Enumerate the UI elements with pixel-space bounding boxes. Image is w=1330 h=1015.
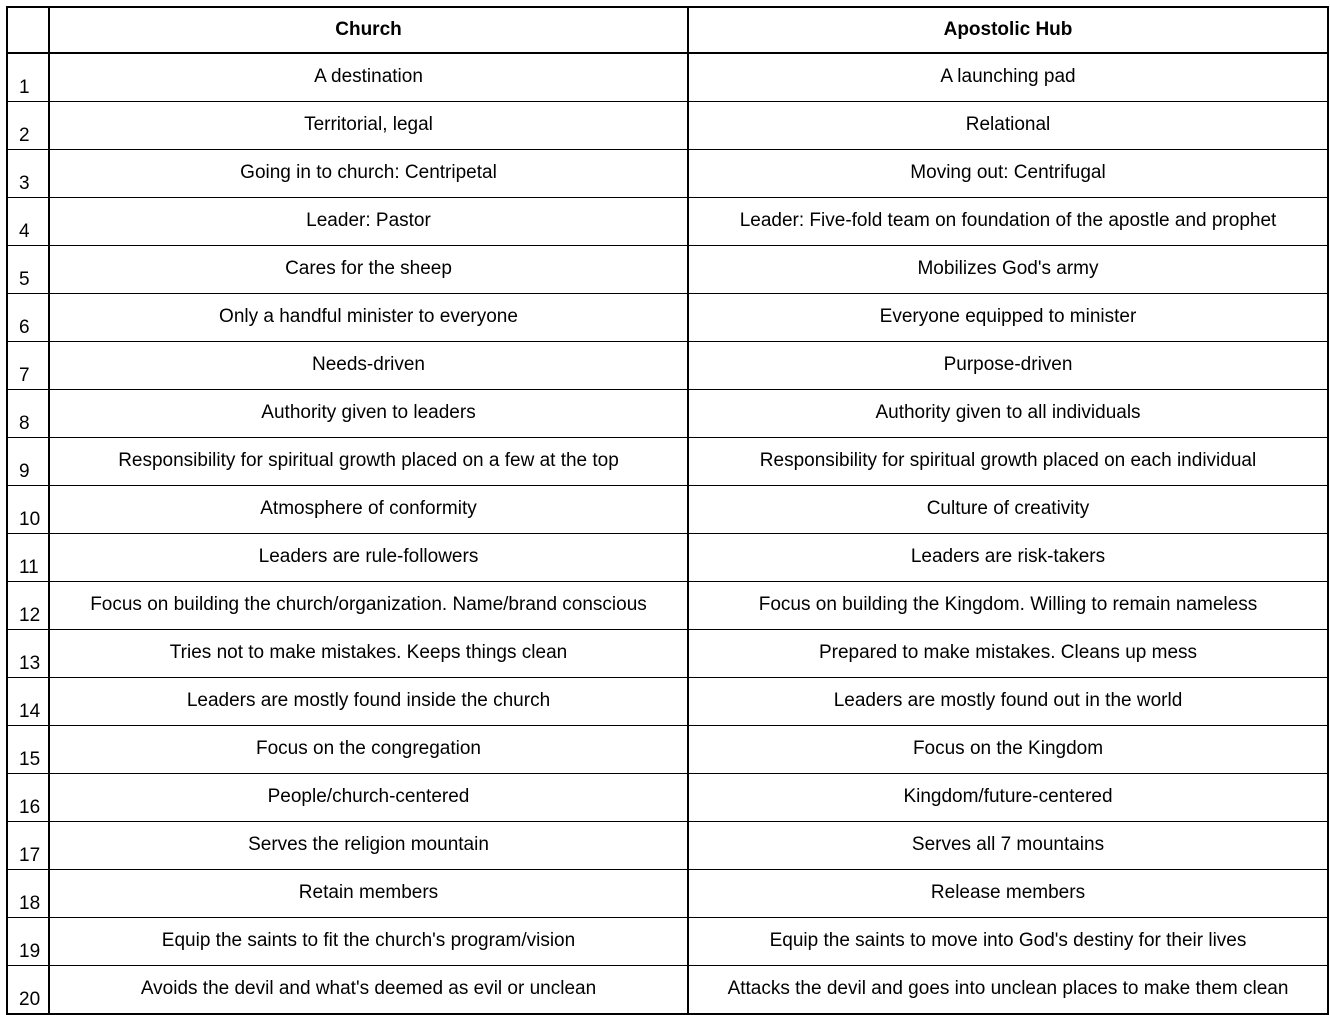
apostolic-hub-cell: Relational: [688, 102, 1328, 150]
table-row: [7, 486, 1328, 534]
row-number: 16: [7, 774, 49, 822]
church-cell: Leaders are rule-followers: [49, 534, 688, 582]
church-cell: A destination: [49, 53, 688, 102]
church-cell: Leaders are mostly found inside the church: [49, 678, 688, 726]
apostolic-hub-cell: Mobilizes God's army: [688, 246, 1328, 294]
row-number: 7: [7, 342, 49, 390]
apostolic-hub-cell: Release members: [688, 870, 1328, 918]
apostolic-hub-cell: Leaders are risk-takers: [688, 534, 1328, 582]
apostolic-hub-cell: Responsibility for spiritual growth placed on each individual: [688, 438, 1328, 486]
apostolic-hub-cell: Everyone equipped to minister: [688, 294, 1328, 342]
church-cell: Avoids the devil and what's deemed as evil or unclean: [49, 966, 688, 1015]
table-row: [7, 198, 1328, 246]
table-body: [7, 53, 1328, 1014]
table-row: [7, 630, 1328, 678]
church-cell: Responsibility for spiritual growth placed on a few at the top: [49, 438, 688, 486]
header-church: Church: [49, 7, 688, 53]
table-row: [7, 342, 1328, 390]
row-number: 20: [7, 966, 49, 1015]
apostolic-hub-cell: Serves all 7 mountains: [688, 822, 1328, 870]
table-row: [7, 53, 1328, 102]
header-row: [7, 7, 1328, 53]
table-row: [7, 390, 1328, 438]
table-row: [7, 102, 1328, 150]
apostolic-hub-cell: Leaders are mostly found out in the world: [688, 678, 1328, 726]
table-row: [7, 582, 1328, 630]
church-cell: Authority given to leaders: [49, 390, 688, 438]
table-row: [7, 150, 1328, 198]
church-cell: Equip the saints to fit the church's program/vision: [49, 918, 688, 966]
row-number: 19: [7, 918, 49, 966]
apostolic-hub-cell: Purpose-driven: [688, 342, 1328, 390]
row-number: 12: [7, 582, 49, 630]
row-number: 13: [7, 630, 49, 678]
apostolic-hub-cell: Leader: Five-fold team on foundation of the apostle and prophet: [688, 198, 1328, 246]
row-number: 1: [7, 53, 49, 102]
church-cell: Focus on the congregation: [49, 726, 688, 774]
row-number: 6: [7, 294, 49, 342]
table-row: [7, 966, 1328, 1015]
table-row: [7, 918, 1328, 966]
table-row: [7, 294, 1328, 342]
church-cell: Atmosphere of conformity: [49, 486, 688, 534]
church-cell: Tries not to make mistakes. Keeps things clean: [49, 630, 688, 678]
table-row: [7, 870, 1328, 918]
church-cell: Territorial, legal: [49, 102, 688, 150]
comparison-table: [6, 6, 1329, 1015]
table-row: [7, 246, 1328, 294]
apostolic-hub-cell: Kingdom/future-centered: [688, 774, 1328, 822]
apostolic-hub-cell: Focus on the Kingdom: [688, 726, 1328, 774]
row-number: 2: [7, 102, 49, 150]
table-row: [7, 438, 1328, 486]
row-number: 18: [7, 870, 49, 918]
apostolic-hub-cell: Authority given to all individuals: [688, 390, 1328, 438]
apostolic-hub-cell: Focus on building the Kingdom. Willing to remain nameless: [688, 582, 1328, 630]
church-cell: Focus on building the church/organization. Name/brand conscious: [49, 582, 688, 630]
row-number: 4: [7, 198, 49, 246]
table-row: [7, 678, 1328, 726]
church-cell: Only a handful minister to everyone: [49, 294, 688, 342]
table-row: [7, 534, 1328, 582]
apostolic-hub-cell: Attacks the devil and goes into unclean places to make them clean: [688, 966, 1328, 1015]
church-cell: Going in to church: Centripetal: [49, 150, 688, 198]
row-number: 8: [7, 390, 49, 438]
church-cell: Leader: Pastor: [49, 198, 688, 246]
apostolic-hub-cell: Moving out: Centrifugal: [688, 150, 1328, 198]
church-cell: Cares for the sheep: [49, 246, 688, 294]
header-apostolic-hub: Apostolic Hub: [688, 7, 1328, 53]
apostolic-hub-cell: Equip the saints to move into God's destiny for their lives: [688, 918, 1328, 966]
church-cell: People/church-centered: [49, 774, 688, 822]
church-cell: Needs-driven: [49, 342, 688, 390]
row-number: 17: [7, 822, 49, 870]
row-number: 5: [7, 246, 49, 294]
apostolic-hub-cell: Prepared to make mistakes. Cleans up mess: [688, 630, 1328, 678]
header-number: [7, 7, 49, 53]
row-number: 3: [7, 150, 49, 198]
row-number: 9: [7, 438, 49, 486]
row-number: 10: [7, 486, 49, 534]
apostolic-hub-cell: Culture of creativity: [688, 486, 1328, 534]
table-row: [7, 822, 1328, 870]
row-number: 14: [7, 678, 49, 726]
row-number: 11: [7, 534, 49, 582]
church-cell: Serves the religion mountain: [49, 822, 688, 870]
apostolic-hub-cell: A launching pad: [688, 53, 1328, 102]
table-row: [7, 774, 1328, 822]
church-cell: Retain members: [49, 870, 688, 918]
row-number: 15: [7, 726, 49, 774]
table-row: [7, 726, 1328, 774]
